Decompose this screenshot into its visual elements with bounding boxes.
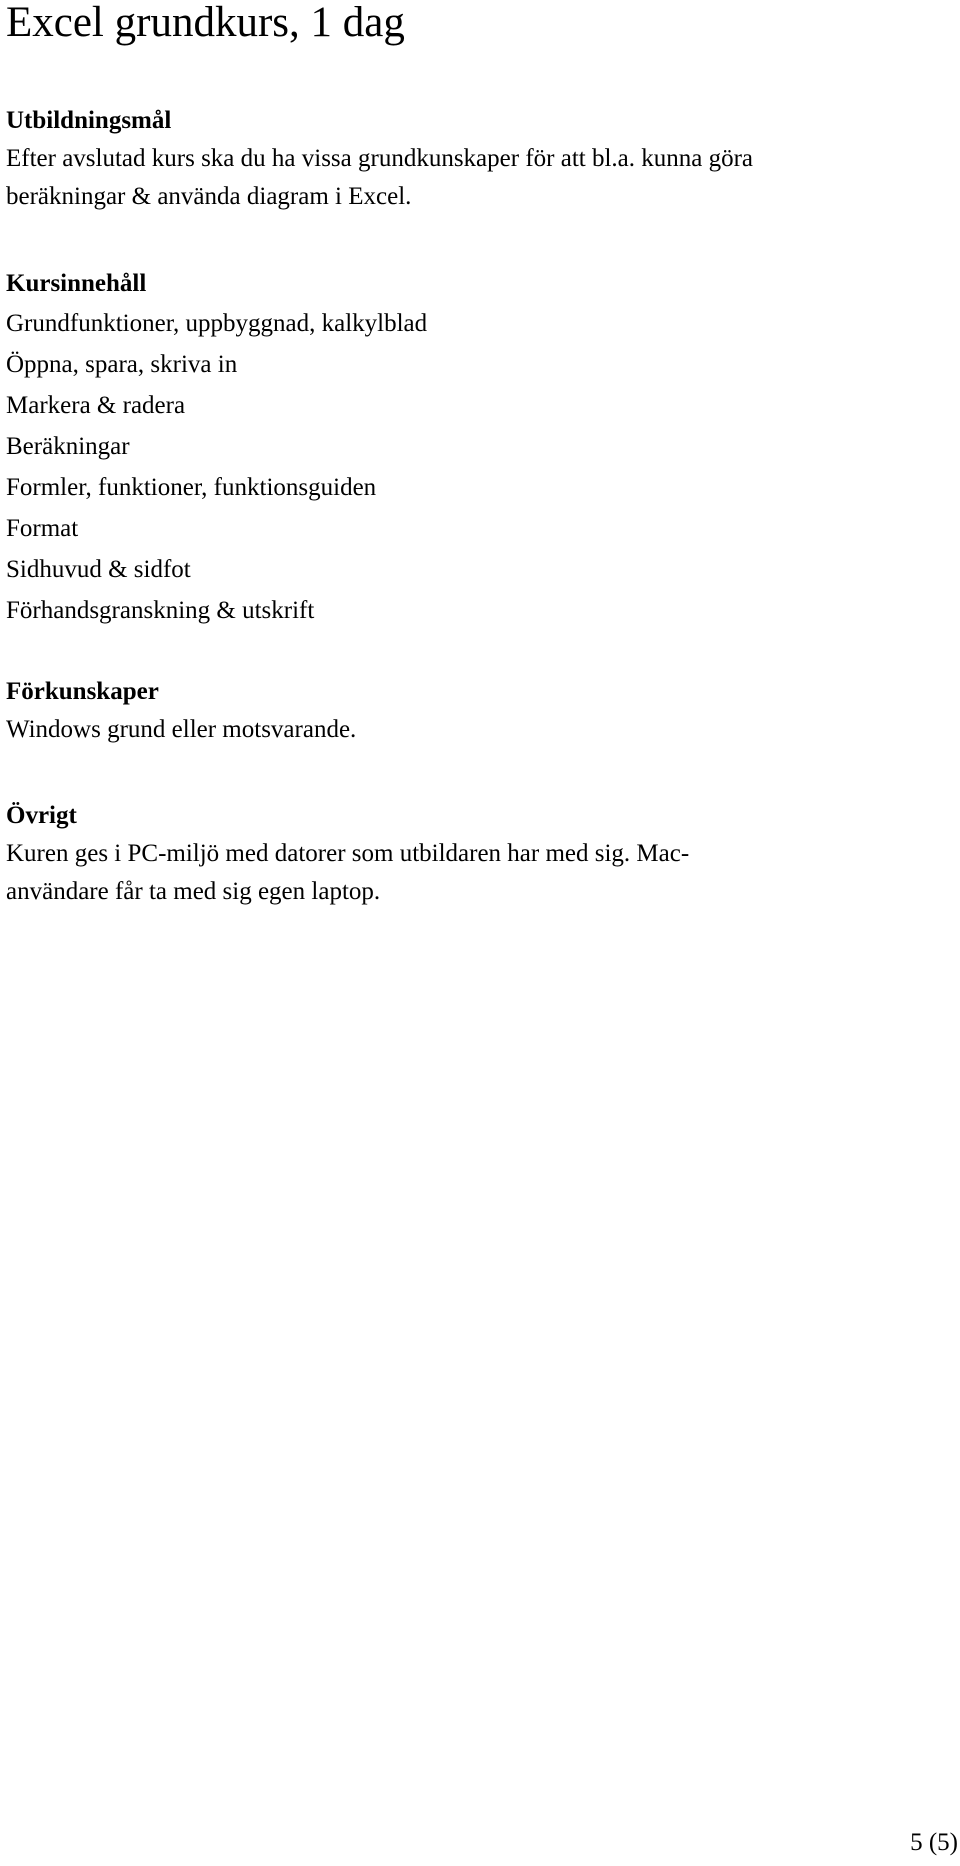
section-forkunskaper — [6, 673, 946, 749]
section-heading-kursinnehall: Kursinnehåll — [6, 270, 147, 297]
paragraph-line-2: beräkningar & använda diagram i Excel. — [6, 183, 412, 210]
section-heading-forkunskaper: Förkunskaper — [6, 678, 159, 705]
list-item: Beräkningar — [6, 433, 130, 460]
paragraph-line-1: Efter avslutad kurs ska du ha vissa grundkunskaper för att bl.a. kunna göra — [6, 145, 754, 172]
paragraph-line-1: Kuren ges i PC-miljö med datorer som utbildaren har med sig. Mac- — [6, 840, 690, 867]
paragraph-line: Windows grund eller motsvarande. — [6, 716, 357, 743]
section-utbildningsmal — [6, 102, 946, 216]
list-item: Sidhuvud & sidfot — [6, 556, 191, 583]
section-heading-ovrigt: Övrigt — [6, 802, 77, 829]
section-ovrigt — [6, 797, 946, 911]
section-kursinnehall — [6, 265, 946, 631]
list-item: Format — [6, 515, 79, 542]
list-item: Grundfunktioner, uppbyggnad, kalkylblad — [6, 310, 428, 337]
list-item: Formler, funktioner, funktionsguiden — [6, 474, 377, 501]
paragraph-line-2: användare får ta med sig egen laptop. — [6, 878, 381, 905]
list-item: Förhandsgranskning & utskrift — [6, 597, 315, 624]
list-item: Markera & radera — [6, 392, 186, 419]
list-item: Öppna, spara, skriva in — [6, 351, 238, 378]
section-heading-utbildningsmal: Utbildningsmål — [6, 107, 172, 134]
course-content-list — [6, 303, 946, 631]
page-number: 5 (5) — [910, 1829, 958, 1856]
document-title: Excel grundkurs, 1 dag — [6, 0, 405, 46]
